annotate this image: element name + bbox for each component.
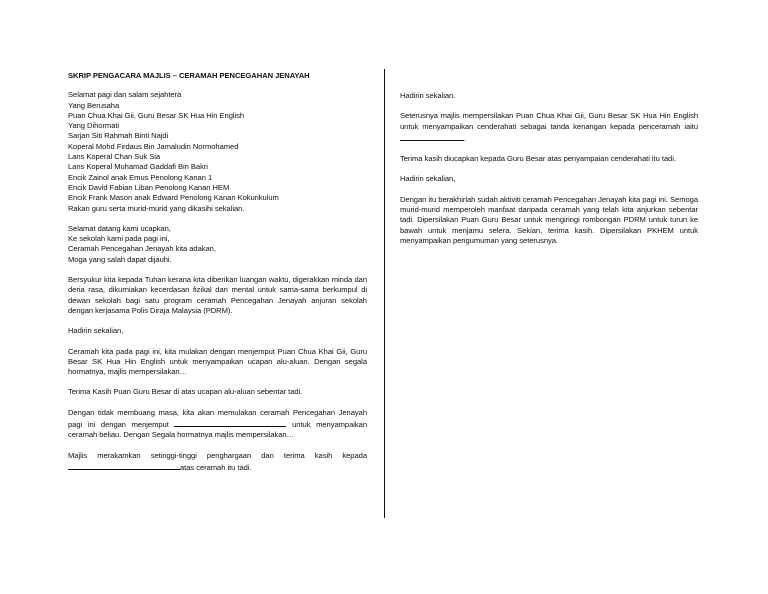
- pantun-line: Moga yang salah dapat dijauhi.: [68, 254, 172, 264]
- paragraph-cenderahati-text-a: Seterusnya majlis mempersilakan Puan Chua Khai Gii, Guru Besar SK Hua Hin English untuk menyampaikan cenderahati sebagai tanda kenangan kepada penceramah iaitu: [400, 111, 698, 131]
- paragraph-cenderahati: [400, 111, 698, 144]
- document-title: SKRIP PENGACARA MAJLIS – CERAMAH PENCEGAHAN JENAYAH: [68, 71, 310, 80]
- speaker-name-blank: [400, 132, 467, 143]
- hadirin-heading: Hadirin sekalian.: [400, 91, 456, 100]
- salutation-line: Sarjan Siti Rahmah Binti Najdi: [68, 131, 169, 141]
- paragraph-jemput-text-a: Dengan tidak membuang masa, kita akan memulakan ceramah Pencegahan Jenayah pagi ini dengan menjemput: [68, 407, 367, 430]
- paragraph-ceramah: Ceramah kita pada pagi ini, kita mulakan dengan menjemput Puan Chua Khai Gii, Guru Besar SK Hua Hin English untuk menyampaikan ucapan alu-aluan. Dengan segala hormatnya, majlis mempersilakan…: [68, 346, 367, 377]
- salutation-block: [68, 90, 367, 214]
- salutation-line: Yang Berusaha: [68, 100, 120, 110]
- paragraph-penghargaan-text-b: atas ceramah itu tadi.: [180, 462, 252, 472]
- paragraph-terima-kasih-gb: Terima kasih diucapkan kepada Guru Besar atas penyampaian cenderahati itu tadi.: [400, 154, 676, 164]
- paragraph-jemput-penceramah: [68, 408, 367, 441]
- pantun-line: Ceramah Pencegahan Jenayah kita adakan,: [68, 244, 216, 254]
- paragraph-terima-kasih: Terima Kasih Puan Guru Besar di atas ucapan alu-aluan sebentar tadi.: [68, 387, 303, 397]
- paragraph-penutup: Dengan itu berakhirlah sudah aktiviti ceramah Pencegahan Jenayah kita pagi ini. Semoga murid-murid memperoleh manfaat daripada ceramah yang telah kita anjurkan sebentar tadi. Dipersilakan Puan Guru Besar untuk mengiringi rombongan PDRM untuk turun ke bawah untuk menjamu selera. Sekian, terima kasih. Dipersilakan PKHEM untuk menyampaikan pengumuman yang seterusnya.: [400, 194, 698, 245]
- hadirin-heading: Hadirin sekalian,: [400, 174, 456, 184]
- salutation-line: Lans Koperal Chan Suk Sia: [68, 152, 161, 162]
- salutation-line: Encik Zainol anak Emus Penolong Kanan 1: [68, 172, 213, 182]
- salutation-line: Rakan guru serta murid-murid yang dikasihi sekalian.: [68, 203, 245, 213]
- speaker-name-blank: [68, 461, 180, 470]
- paragraph-penghargaan: [68, 451, 367, 474]
- column-divider: [384, 69, 385, 518]
- speaker-name-blank: [174, 418, 286, 427]
- left-column: [68, 71, 367, 483]
- paragraph-jemput-text-b: untuk menyampaikan ceramah beliau. Dengan Segala hormatnya majlis mempersilakan…: [68, 420, 367, 440]
- hadirin-heading: Hadirin sekalian,: [68, 326, 124, 336]
- salutation-line: Koperal Mohd Firdaus Bin Jamaludin Normohamed: [68, 141, 239, 151]
- pantun-line: Selamat datang kami ucapkan,: [68, 223, 171, 233]
- pantun-line: Ke sekolah kami pada pagi ini,: [68, 234, 170, 244]
- salutation-line: Lans Koperal Muhamad Gaddafi Bin Bakri: [68, 162, 208, 172]
- paragraph-penghargaan-text-a: Majlis merakamkan setinggi-tinggi penghargaan dan terima kasih kepada: [68, 450, 367, 460]
- right-column: [400, 91, 698, 256]
- salutation-line: Selamat pagi dan salam sejahtera: [68, 90, 182, 100]
- salutation-line: Encik David Fabian Liban Penolong Kanan HEM: [68, 182, 230, 192]
- pantun-block: [68, 224, 367, 265]
- paragraph-cenderahati-text-b: .: [464, 133, 467, 143]
- paragraph-bersyukur: Bersyukur kita kepada Tuhan kerana kita diberikan luangan waktu, digerakkan minda dan deria rasa, dikurniakan kecerdasan fizikal dan mental untuk sama-sama berkumpul di dewan sekolah bagi satu program ceramah Pencegahan Jenayah anjuran sekolah dengan kerjasama Polis Diraja Malaysia (PDRM).: [68, 275, 367, 315]
- salutation-line: Encik Frank Mason anak Edward Penolong Kanan Kokurikulum: [68, 193, 279, 203]
- salutation-line: Puan Chua Khai Gii, Guru Besar SK Hua Hin English: [68, 110, 245, 120]
- salutation-line: Yang Dihormati: [68, 121, 120, 131]
